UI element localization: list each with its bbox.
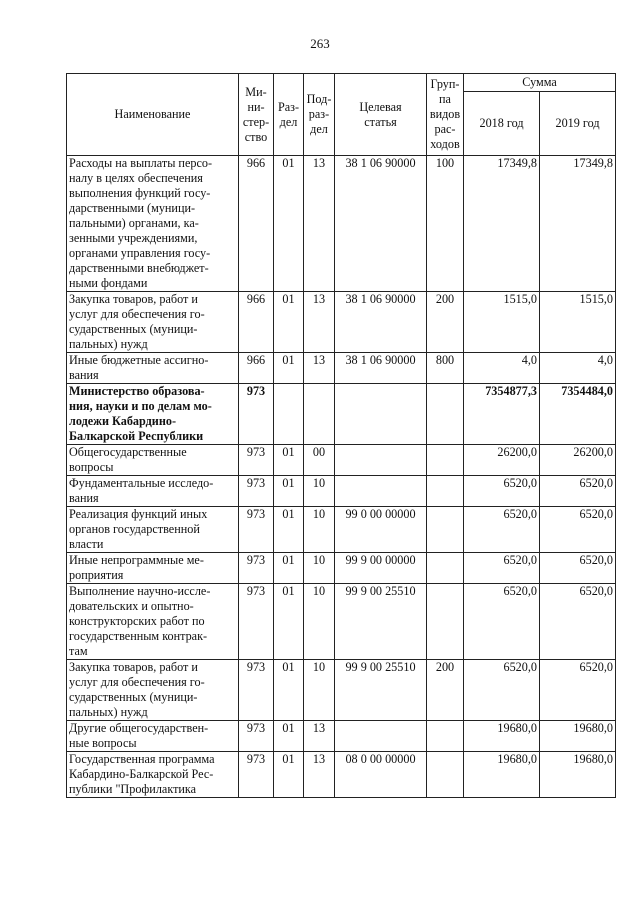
cell-section: 01 xyxy=(274,660,304,721)
cell-sum-2018: 1515,0 xyxy=(464,292,540,353)
cell-name: Расходы на выплаты персо- налу в целях обеспечения выполнения функций госу- дарственными (муници- пальными) органами, ка- зенными учреждениями, органами управления госу- дарственными внебюджет- ными фондами xyxy=(67,156,239,292)
cell-section: 01 xyxy=(274,584,304,660)
cell-sum-2018: 19680,0 xyxy=(464,752,540,798)
cell-sum-2018: 26200,0 xyxy=(464,445,540,476)
cell-ministry: 973 xyxy=(239,384,274,445)
cell-ministry: 973 xyxy=(239,660,274,721)
header-subsection: Под- раз- дел xyxy=(304,74,335,156)
cell-group: 200 xyxy=(427,660,464,721)
cell-target: 99 0 00 00000 xyxy=(335,507,427,553)
table-row xyxy=(67,584,616,660)
cell-sum-2019: 1515,0 xyxy=(540,292,616,353)
table-row xyxy=(67,384,616,445)
cell-sum-2019: 6520,0 xyxy=(540,507,616,553)
header-ministry: Ми- ни- стер- ство xyxy=(239,74,274,156)
cell-sum-2019: 17349,8 xyxy=(540,156,616,292)
cell-subsection xyxy=(304,384,335,445)
cell-section: 01 xyxy=(274,476,304,507)
table-row xyxy=(67,553,616,584)
cell-group xyxy=(427,507,464,553)
cell-target: 08 0 00 00000 xyxy=(335,752,427,798)
cell-sum-2018: 7354877,3 xyxy=(464,384,540,445)
cell-sum-2018: 6520,0 xyxy=(464,660,540,721)
cell-target xyxy=(335,445,427,476)
cell-group xyxy=(427,553,464,584)
cell-sum-2018: 6520,0 xyxy=(464,476,540,507)
cell-group xyxy=(427,476,464,507)
cell-target: 38 1 06 90000 xyxy=(335,156,427,292)
cell-target: 38 1 06 90000 xyxy=(335,292,427,353)
cell-subsection: 10 xyxy=(304,660,335,721)
cell-sum-2019: 6520,0 xyxy=(540,584,616,660)
cell-section: 01 xyxy=(274,752,304,798)
cell-section: 01 xyxy=(274,445,304,476)
table-row xyxy=(67,353,616,384)
cell-ministry: 973 xyxy=(239,476,274,507)
cell-name: Государственная программа Кабардино-Балкарской Рес- публики "Профилактика xyxy=(67,752,239,798)
cell-sum-2018: 4,0 xyxy=(464,353,540,384)
cell-sum-2018: 6520,0 xyxy=(464,507,540,553)
cell-ministry: 966 xyxy=(239,353,274,384)
cell-group: 800 xyxy=(427,353,464,384)
cell-sum-2019: 6520,0 xyxy=(540,553,616,584)
cell-ministry: 973 xyxy=(239,752,274,798)
header-2019: 2019 год xyxy=(540,92,616,156)
cell-sum-2019: 26200,0 xyxy=(540,445,616,476)
cell-ministry: 966 xyxy=(239,292,274,353)
cell-sum-2019: 4,0 xyxy=(540,353,616,384)
table-row xyxy=(67,292,616,353)
cell-section xyxy=(274,384,304,445)
cell-subsection: 10 xyxy=(304,476,335,507)
cell-sum-2019: 19680,0 xyxy=(540,721,616,752)
cell-sum-2019: 19680,0 xyxy=(540,752,616,798)
cell-section: 01 xyxy=(274,353,304,384)
header-target: Целевая статья xyxy=(335,74,427,156)
header-name: Наименование xyxy=(67,74,239,156)
header-section: Раз- дел xyxy=(274,74,304,156)
cell-target: 99 9 00 25510 xyxy=(335,660,427,721)
cell-subsection: 13 xyxy=(304,156,335,292)
cell-group xyxy=(427,384,464,445)
cell-sum-2018: 17349,8 xyxy=(464,156,540,292)
cell-name: Реализация функций иных органов государственной власти xyxy=(67,507,239,553)
header-group: Груп- па видов рас- ходов xyxy=(427,74,464,156)
cell-target: 99 9 00 25510 xyxy=(335,584,427,660)
cell-sum-2019: 6520,0 xyxy=(540,660,616,721)
cell-group: 200 xyxy=(427,292,464,353)
cell-name: Министерство образова- ния, науки и по делам мо- лодежи Кабардино- Балкарской Республики xyxy=(67,384,239,445)
cell-ministry: 973 xyxy=(239,507,274,553)
table-row xyxy=(67,445,616,476)
cell-name: Закупка товаров, работ и услуг для обеспечения го- сударственных (муници- пальных) нужд xyxy=(67,660,239,721)
cell-group xyxy=(427,445,464,476)
cell-sum-2018: 6520,0 xyxy=(464,584,540,660)
table-row xyxy=(67,721,616,752)
cell-target xyxy=(335,721,427,752)
cell-subsection: 10 xyxy=(304,584,335,660)
cell-subsection: 00 xyxy=(304,445,335,476)
cell-ministry: 973 xyxy=(239,584,274,660)
cell-name: Фундаментальные исследо- вания xyxy=(67,476,239,507)
budget-table xyxy=(66,73,616,798)
cell-subsection: 13 xyxy=(304,292,335,353)
cell-subsection: 13 xyxy=(304,353,335,384)
table-row xyxy=(67,660,616,721)
cell-sum-2019: 7354484,0 xyxy=(540,384,616,445)
cell-group xyxy=(427,752,464,798)
cell-sum-2018: 19680,0 xyxy=(464,721,540,752)
cell-group: 100 xyxy=(427,156,464,292)
header-sum: Сумма xyxy=(464,74,616,92)
table-row xyxy=(67,507,616,553)
cell-ministry: 973 xyxy=(239,445,274,476)
cell-group xyxy=(427,721,464,752)
cell-subsection: 10 xyxy=(304,507,335,553)
cell-subsection: 13 xyxy=(304,752,335,798)
cell-name: Иные непрограммные ме- роприятия xyxy=(67,553,239,584)
header-2018: 2018 год xyxy=(464,92,540,156)
table-row xyxy=(67,752,616,798)
cell-section: 01 xyxy=(274,507,304,553)
cell-target xyxy=(335,476,427,507)
cell-group xyxy=(427,584,464,660)
cell-sum-2019: 6520,0 xyxy=(540,476,616,507)
cell-target xyxy=(335,384,427,445)
cell-ministry: 973 xyxy=(239,721,274,752)
cell-ministry: 966 xyxy=(239,156,274,292)
page-number: 263 xyxy=(310,36,330,51)
cell-target: 38 1 06 90000 xyxy=(335,353,427,384)
cell-ministry: 973 xyxy=(239,553,274,584)
cell-name: Другие общегосударствен- ные вопросы xyxy=(67,721,239,752)
cell-name: Иные бюджетные ассигно- вания xyxy=(67,353,239,384)
cell-subsection: 10 xyxy=(304,553,335,584)
cell-section: 01 xyxy=(274,721,304,752)
cell-target: 99 9 00 00000 xyxy=(335,553,427,584)
cell-section: 01 xyxy=(274,292,304,353)
cell-name: Закупка товаров, работ и услуг для обеспечения го- сударственных (муници- пальных) нужд xyxy=(67,292,239,353)
cell-sum-2018: 6520,0 xyxy=(464,553,540,584)
cell-subsection: 13 xyxy=(304,721,335,752)
table-row xyxy=(67,156,616,292)
cell-name: Общегосударственные вопросы xyxy=(67,445,239,476)
table-row xyxy=(67,476,616,507)
cell-name: Выполнение научно-иссле- довательских и опытно- конструкторских работ по государственным контрак- там xyxy=(67,584,239,660)
cell-section: 01 xyxy=(274,553,304,584)
cell-section: 01 xyxy=(274,156,304,292)
